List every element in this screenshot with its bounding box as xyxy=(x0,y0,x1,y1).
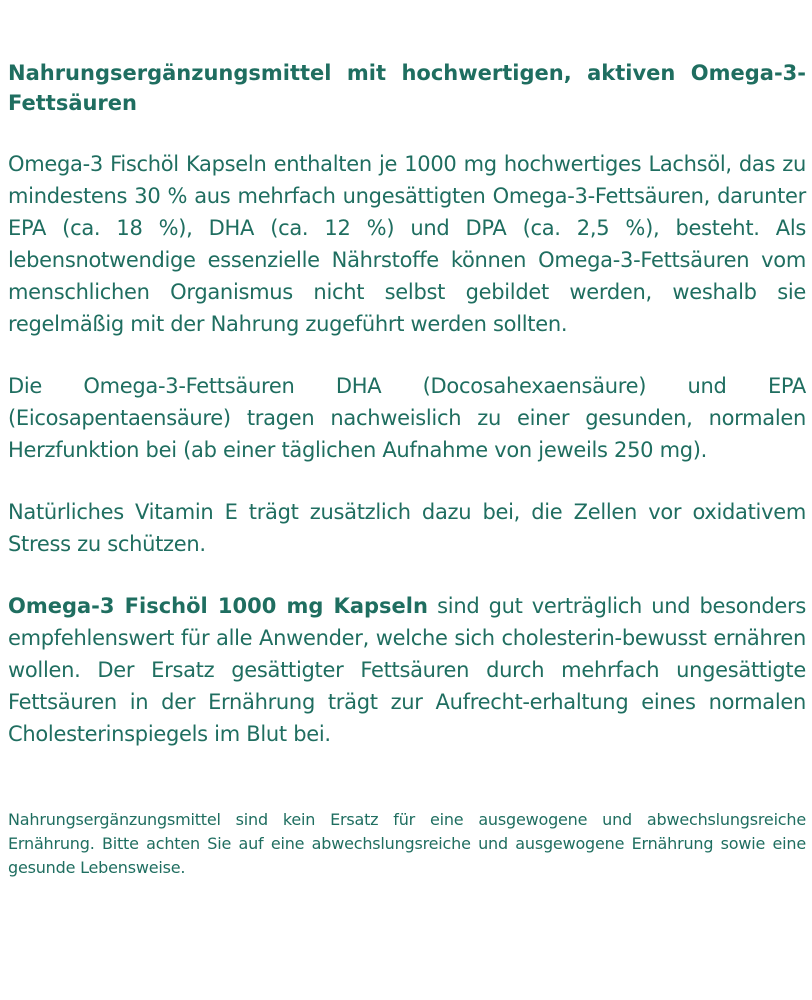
paragraph-vitamin-e: Natürliches Vitamin E trägt zusätzlich dazu bei, die Zellen vor oxidativem Stress zu schützen. xyxy=(8,500,806,556)
product-name: Omega-3 Fischöl 1000 mg Kapseln xyxy=(8,594,428,618)
paragraph-cholesterol-text: sind gut verträglich und besonders empfehlenswert für alle Anwender, welche sich cholesterin-bewusst ernähren wollen. Der Ersatz gesättigter Fettsäuren durch mehrfach ungesättigte Fettsäuren in der Ernährung trägt zur Aufrecht-erhaltung eines normalen Cholesterinspiegels im Blut bei. xyxy=(8,594,806,746)
page-heading: Nahrungsergänzungsmittel mit hochwertigen, aktiven Omega-3-Fettsäuren xyxy=(8,61,806,115)
product-description xyxy=(8,58,806,880)
disclaimer-note: Nahrungsergänzungsmittel sind kein Ersatz für eine ausgewogene und abwechslungsreiche Ernährung. Bitte achten Sie auf eine abwechslungsreiche und ausgewogene Ernährung sowie eine gesunde Lebensweise. xyxy=(8,810,806,877)
paragraph-heart-function: Die Omega-3-Fettsäuren DHA (Docosahexaensäure) und EPA (Eicosapentaensäure) tragen nachweislich zu einer gesunden, normalen Herzfunktion bei (ab einer täglichen Aufnahme von jeweils 250 mg). xyxy=(8,374,806,462)
paragraph-cholesterol xyxy=(8,590,806,750)
paragraph-ingredients: Omega-3 Fischöl Kapseln enthalten je 1000 mg hochwertiges Lachsöl, das zu mindestens 30 % aus mehrfach ungesättigten Omega-3-Fettsäuren, darunter EPA (ca. 18 %), DHA (ca. 12 %) und DPA (ca. 2,5 %), besteht. Als lebensnotwendige essenzielle Nährstoffe können Omega-3-Fettsäuren vom menschlichen Organismus nicht selbst gebildet werden, weshalb sie regelmäßig mit der Nahrung zugeführt werden sollten. xyxy=(8,152,806,336)
